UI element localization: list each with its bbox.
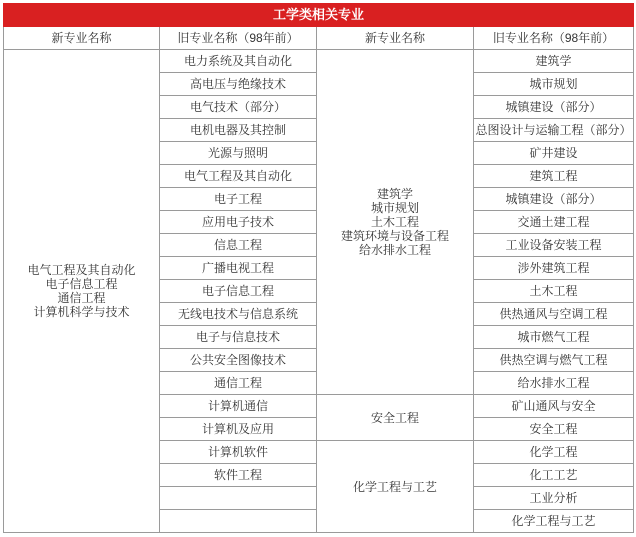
new-major-name: 给水排水工程: [358, 243, 431, 257]
majors-table: [3, 3, 634, 533]
old-major-cell: 信息工程: [160, 234, 317, 257]
old-major-cell: 供热空调与燃气工程: [474, 349, 634, 372]
old-major-cell: 软件工程: [160, 464, 317, 487]
old-major-cell: 通信工程: [160, 372, 317, 395]
group4-new-major: 化学工程与工艺: [317, 441, 474, 533]
header-new-major-2: 新专业名称: [317, 27, 474, 50]
old-major-cell: 广播电视工程: [160, 257, 317, 280]
old-major-cell: 土木工程: [474, 280, 634, 303]
old-major-cell: 无线电技术与信息系统: [160, 303, 317, 326]
old-major-cell: 总图设计与运输工程（部分）: [474, 119, 634, 142]
old-major-cell: 给水排水工程: [474, 372, 634, 395]
old-major-cell: 安全工程: [474, 418, 634, 441]
old-major-cell: 工业设备安装工程: [474, 234, 634, 257]
new-major-name: 电气工程及其自动化: [27, 263, 136, 277]
old-major-cell: 建筑工程: [474, 165, 634, 188]
old-major-cell: 计算机及应用: [160, 418, 317, 441]
old-major-cell: 电子信息工程: [160, 280, 317, 303]
old-major-cell: 计算机通信: [160, 395, 317, 418]
old-major-cell: 供热通风与空调工程: [474, 303, 634, 326]
old-major-cell: 交通土建工程: [474, 211, 634, 234]
old-major-cell: 矿山通风与安全: [474, 395, 634, 418]
new-major-name: 电子信息工程: [45, 277, 118, 291]
old-major-cell: 化工工艺: [474, 464, 634, 487]
old-major-cell: 电气技术（部分）: [160, 96, 317, 119]
old-major-cell: 建筑学: [474, 50, 634, 73]
old-major-cell: 化学工程与工艺: [474, 510, 634, 533]
old-major-cell-empty: [160, 510, 317, 533]
old-major-cell: 电气工程及其自动化: [160, 165, 317, 188]
group2-new-majors: [317, 50, 474, 395]
new-major-name: 通信工程: [57, 291, 106, 305]
old-major-cell: 电子工程: [160, 188, 317, 211]
header-old-major-1: 旧专业名称（98年前）: [160, 27, 317, 50]
old-major-cell: 工业分析: [474, 487, 634, 510]
header-new-major-1: 新专业名称: [4, 27, 160, 50]
table-title: 工学类相关专业: [4, 4, 634, 27]
old-major-cell: 公共安全图像技术: [160, 349, 317, 372]
old-major-cell: 高电压与绝缘技术: [160, 73, 317, 96]
old-major-cell: 涉外建筑工程: [474, 257, 634, 280]
old-major-cell: 电机电器及其控制: [160, 119, 317, 142]
old-major-cell: 电子与信息技术: [160, 326, 317, 349]
old-major-cell: 城镇建设（部分）: [474, 96, 634, 119]
group3-new-major: 安全工程: [317, 395, 474, 441]
old-major-cell: 化学工程: [474, 441, 634, 464]
old-major-cell: 矿井建设: [474, 142, 634, 165]
old-major-cell-empty: [160, 487, 317, 510]
old-major-cell: 城市燃气工程: [474, 326, 634, 349]
new-major-name: 计算机科学与技术: [33, 305, 130, 319]
new-major-name: 城市规划: [370, 201, 419, 215]
old-major-cell: 电力系统及其自动化: [160, 50, 317, 73]
old-major-cell: 城市规划: [474, 73, 634, 96]
old-major-cell: 应用电子技术: [160, 211, 317, 234]
group1-new-majors: [4, 50, 160, 533]
old-major-cell: 计算机软件: [160, 441, 317, 464]
new-major-name: 建筑学: [376, 187, 413, 201]
header-old-major-2: 旧专业名称（98年前）: [474, 27, 634, 50]
old-major-cell: 城镇建设（部分）: [474, 188, 634, 211]
new-major-name: 土木工程: [370, 215, 419, 229]
old-major-cell: 光源与照明: [160, 142, 317, 165]
new-major-name: 建筑环境与设备工程: [340, 229, 449, 243]
